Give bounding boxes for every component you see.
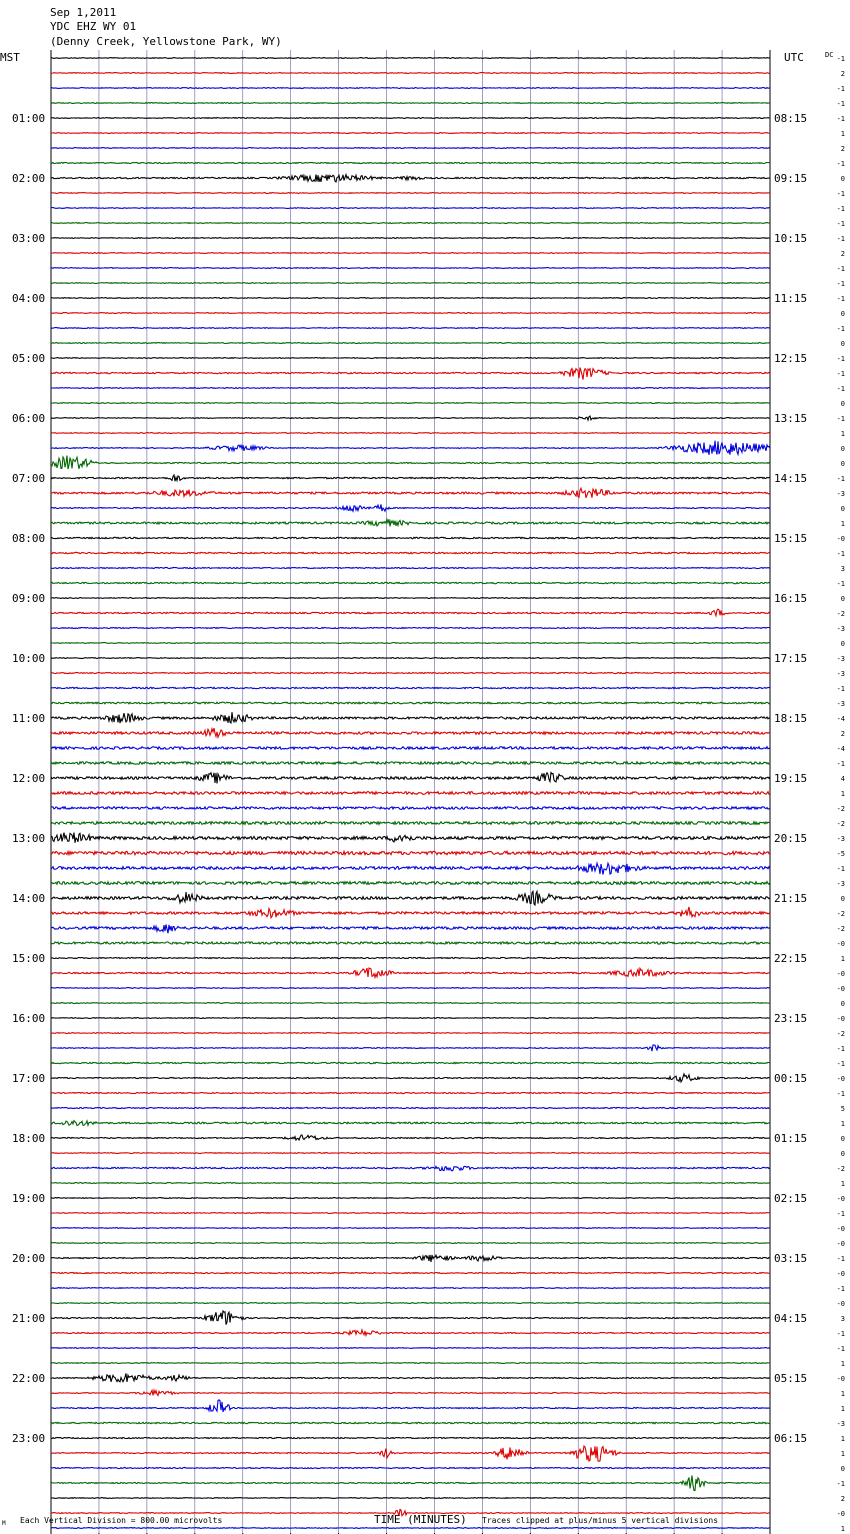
dc-offset-label: -1 bbox=[836, 415, 845, 423]
dc-offset-label: 0 bbox=[840, 460, 845, 468]
trace-row-70 bbox=[51, 1107, 770, 1108]
trace-row-57 bbox=[51, 907, 770, 918]
trace-row-31 bbox=[51, 519, 770, 526]
trace-row-43 bbox=[51, 702, 770, 704]
dc-offset-label: -0 bbox=[836, 940, 845, 948]
dc-offset-label: -0 bbox=[836, 1075, 845, 1083]
dc-offset-label: -0 bbox=[836, 970, 845, 978]
dc-offset-label: -2 bbox=[836, 610, 845, 618]
dc-offset-label: 0 bbox=[840, 640, 845, 648]
dc-offset-label: 0 bbox=[840, 1135, 845, 1143]
dc-offset-label: 0 bbox=[840, 445, 845, 453]
dc-offset-label: -2 bbox=[836, 925, 845, 933]
left-time-label: 02:00 bbox=[12, 172, 46, 185]
trace-row-35 bbox=[51, 582, 770, 583]
trace-row-79 bbox=[51, 1243, 770, 1244]
dc-label: DC bbox=[825, 51, 834, 59]
trace-row-59 bbox=[51, 942, 770, 944]
dc-offset-label: -1 bbox=[836, 760, 845, 768]
right-time-label: 06:15 bbox=[774, 1432, 808, 1445]
left-time-label: 10:00 bbox=[12, 652, 46, 665]
left-time-labels bbox=[12, 112, 45, 1445]
trace-layer bbox=[51, 58, 770, 1529]
trace-row-92 bbox=[51, 1437, 770, 1438]
right-time-label: 01:15 bbox=[774, 1132, 808, 1145]
dc-offset-labels bbox=[837, 55, 845, 1533]
right-time-labels bbox=[774, 112, 807, 1445]
dc-offset-label: -1 bbox=[836, 85, 845, 93]
dc-offset-label: -3 bbox=[836, 490, 845, 498]
dc-offset-label: 1 bbox=[840, 1360, 845, 1368]
dc-offset-label: -1 bbox=[836, 295, 845, 303]
dc-offset-label: -1 bbox=[836, 1090, 845, 1098]
trace-row-8 bbox=[51, 175, 770, 182]
right-time-label: 23:15 bbox=[774, 1012, 808, 1025]
trace-row-81 bbox=[51, 1272, 770, 1273]
right-time-label: 20:15 bbox=[774, 832, 808, 845]
trace-row-94 bbox=[51, 1467, 770, 1468]
left-time-label: 04:00 bbox=[12, 292, 46, 305]
dc-offset-label: 2 bbox=[840, 730, 845, 738]
dc-offset-label: 1 bbox=[840, 1435, 845, 1443]
dc-offset-label: 4 bbox=[840, 775, 845, 783]
left-time-label: 05:00 bbox=[12, 352, 46, 365]
trace-row-28 bbox=[51, 475, 770, 481]
dc-offset-label: 0 bbox=[840, 400, 845, 408]
left-time-label: 13:00 bbox=[12, 832, 46, 845]
right-time-label: 22:15 bbox=[774, 952, 808, 965]
trace-row-56 bbox=[51, 891, 770, 905]
dc-offset-label: -1 bbox=[836, 205, 845, 213]
left-time-label: 01:00 bbox=[12, 112, 46, 125]
left-time-label: 08:00 bbox=[12, 532, 46, 545]
left-time-label: 12:00 bbox=[12, 772, 46, 785]
left-time-label: 07:00 bbox=[12, 472, 46, 485]
dc-offset-label: -1 bbox=[836, 265, 845, 273]
dc-offset-label: -1 bbox=[836, 580, 845, 588]
trace-row-5 bbox=[51, 133, 770, 134]
trace-row-47 bbox=[51, 762, 770, 765]
dc-offset-label: 2 bbox=[840, 1495, 845, 1503]
dc-offset-label: 0 bbox=[840, 1465, 845, 1473]
header-station: YDC EHZ WY 01 bbox=[50, 20, 137, 33]
trace-row-88 bbox=[51, 1373, 770, 1382]
dc-offset-label: -0 bbox=[836, 1270, 845, 1278]
trace-row-7 bbox=[51, 162, 770, 163]
dc-offset-label: 0 bbox=[840, 1150, 845, 1158]
trace-row-84 bbox=[51, 1311, 770, 1325]
trace-row-89 bbox=[51, 1390, 770, 1395]
trace-row-38 bbox=[51, 627, 770, 628]
trace-row-64 bbox=[51, 1018, 770, 1019]
dc-offset-label: 1 bbox=[840, 130, 845, 138]
trace-row-67 bbox=[51, 1062, 770, 1063]
dc-offset-label: 2 bbox=[840, 145, 845, 153]
trace-row-46 bbox=[51, 747, 770, 750]
dc-offset-label: -1 bbox=[836, 1330, 845, 1338]
dc-offset-label: -1 bbox=[836, 220, 845, 228]
trace-row-52 bbox=[51, 833, 770, 843]
dc-offset-label: 1 bbox=[840, 1450, 845, 1458]
left-time-label: 19:00 bbox=[12, 1192, 46, 1205]
dc-offset-label: -1 bbox=[836, 1480, 845, 1488]
dc-offset-label: 2 bbox=[840, 250, 845, 258]
left-time-label: 18:00 bbox=[12, 1132, 46, 1145]
trace-row-63 bbox=[51, 1003, 770, 1004]
dc-offset-label: 0 bbox=[840, 1000, 845, 1008]
right-time-label: 00:15 bbox=[774, 1072, 808, 1085]
right-time-label: 17:15 bbox=[774, 652, 808, 665]
dc-offset-label: -0 bbox=[836, 985, 845, 993]
trace-row-73 bbox=[51, 1153, 770, 1154]
trace-row-6 bbox=[51, 148, 770, 149]
dc-offset-label: -0 bbox=[836, 1300, 845, 1308]
right-time-label: 16:15 bbox=[774, 592, 808, 605]
dc-offset-label: 1 bbox=[840, 1405, 845, 1413]
left-time-label: 17:00 bbox=[12, 1072, 46, 1085]
trace-row-3 bbox=[51, 103, 770, 104]
trace-row-86 bbox=[51, 1348, 770, 1349]
right-time-label: 03:15 bbox=[774, 1252, 808, 1265]
footer-scale-note: Each Vertical Division = 800.00 microvolts bbox=[20, 1516, 223, 1525]
trace-row-60 bbox=[51, 957, 770, 958]
trace-row-29 bbox=[51, 488, 770, 498]
dc-offset-label: -2 bbox=[836, 1165, 845, 1173]
trace-row-48 bbox=[51, 773, 770, 784]
dc-offset-label: -1 bbox=[836, 325, 845, 333]
dc-offset-label: 1 bbox=[840, 1525, 845, 1533]
trace-row-69 bbox=[51, 1092, 770, 1093]
trace-row-42 bbox=[51, 687, 770, 688]
dc-offset-label: 3 bbox=[840, 1315, 845, 1323]
trace-row-0 bbox=[51, 58, 770, 59]
trace-row-12 bbox=[51, 238, 770, 239]
trace-row-4 bbox=[51, 118, 770, 119]
dc-offset-label: -1 bbox=[836, 100, 845, 108]
dc-offset-label: 0 bbox=[840, 895, 845, 903]
dc-offset-label: -1 bbox=[836, 1285, 845, 1293]
left-time-label: 20:00 bbox=[12, 1252, 46, 1265]
right-time-label: 02:15 bbox=[774, 1192, 808, 1205]
dc-offset-label: 2 bbox=[840, 70, 845, 78]
right-time-label: 11:15 bbox=[774, 292, 808, 305]
dc-offset-label: -1 bbox=[836, 280, 845, 288]
dc-offset-label: 1 bbox=[840, 1390, 845, 1398]
dc-offset-label: -3 bbox=[836, 670, 845, 678]
trace-row-10 bbox=[51, 208, 770, 209]
dc-offset-label: -3 bbox=[836, 1420, 845, 1428]
dc-offset-label: -2 bbox=[836, 910, 845, 918]
dc-offset-label: -0 bbox=[836, 535, 845, 543]
left-timezone-label: MST bbox=[0, 51, 20, 64]
trace-row-85 bbox=[51, 1330, 770, 1336]
trace-row-90 bbox=[51, 1400, 770, 1412]
trace-row-98 bbox=[51, 1528, 770, 1529]
right-time-label: 15:15 bbox=[774, 532, 808, 545]
trace-row-80 bbox=[51, 1255, 770, 1262]
trace-row-65 bbox=[51, 1033, 770, 1034]
trace-row-26 bbox=[51, 441, 770, 455]
trace-row-49 bbox=[51, 792, 770, 795]
x-axis-title: TIME (MINUTES) bbox=[374, 1513, 467, 1526]
trace-row-41 bbox=[51, 672, 770, 673]
trace-row-82 bbox=[51, 1288, 770, 1289]
dc-offset-label: 1 bbox=[840, 520, 845, 528]
trace-row-27 bbox=[51, 456, 770, 470]
dc-offset-label: -2 bbox=[836, 805, 845, 813]
trace-row-24 bbox=[51, 416, 770, 420]
trace-row-23 bbox=[51, 403, 770, 404]
left-time-label: 22:00 bbox=[12, 1372, 46, 1385]
dc-offset-label: -1 bbox=[836, 865, 845, 873]
corner-mark: M bbox=[2, 1520, 6, 1527]
dc-offset-label: -1 bbox=[836, 475, 845, 483]
trace-row-30 bbox=[51, 504, 770, 511]
trace-row-61 bbox=[51, 968, 770, 977]
trace-row-93 bbox=[51, 1446, 770, 1461]
dc-offset-label: -0 bbox=[836, 1510, 845, 1518]
trace-row-71 bbox=[51, 1121, 770, 1126]
trace-row-72 bbox=[51, 1135, 770, 1140]
trace-row-68 bbox=[51, 1074, 770, 1082]
footer-clip-note: Traces clipped at plus/minus 5 vertical divisions bbox=[482, 1516, 719, 1525]
trace-row-44 bbox=[51, 712, 770, 723]
trace-row-16 bbox=[51, 298, 770, 299]
right-time-label: 12:15 bbox=[774, 352, 808, 365]
trace-row-21 bbox=[51, 368, 770, 380]
dc-offset-label: -4 bbox=[836, 745, 845, 753]
dc-offset-label: 1 bbox=[840, 790, 845, 798]
trace-row-45 bbox=[51, 728, 770, 737]
dc-offset-label: -1 bbox=[836, 1060, 845, 1068]
right-time-label: 13:15 bbox=[774, 412, 808, 425]
trace-row-18 bbox=[51, 328, 770, 329]
trace-row-96 bbox=[51, 1498, 770, 1499]
right-time-label: 09:15 bbox=[774, 172, 808, 185]
trace-row-15 bbox=[51, 283, 770, 284]
dc-offset-label: -0 bbox=[836, 1015, 845, 1023]
dc-offset-label: -1 bbox=[836, 160, 845, 168]
trace-row-20 bbox=[51, 358, 770, 359]
right-time-label: 14:15 bbox=[774, 472, 808, 485]
trace-row-51 bbox=[51, 822, 770, 825]
trace-row-1 bbox=[51, 73, 770, 74]
trace-row-58 bbox=[51, 925, 770, 934]
dc-offset-label: -0 bbox=[836, 1195, 845, 1203]
trace-row-55 bbox=[51, 882, 770, 885]
right-time-label: 18:15 bbox=[774, 712, 808, 725]
dc-offset-label: 0 bbox=[840, 595, 845, 603]
dc-offset-label: -1 bbox=[836, 370, 845, 378]
dc-offset-label: 0 bbox=[840, 505, 845, 513]
dc-offset-label: -0 bbox=[836, 1375, 845, 1383]
trace-row-25 bbox=[51, 433, 770, 434]
left-time-label: 16:00 bbox=[12, 1012, 46, 1025]
trace-row-53 bbox=[51, 851, 770, 854]
trace-row-87 bbox=[51, 1363, 770, 1364]
dc-offset-label: -1 bbox=[836, 1345, 845, 1353]
trace-row-2 bbox=[51, 88, 770, 89]
trace-row-50 bbox=[51, 807, 770, 810]
trace-row-17 bbox=[51, 313, 770, 314]
dc-offset-label: -2 bbox=[836, 1030, 845, 1038]
trace-row-54 bbox=[51, 863, 770, 874]
trace-row-36 bbox=[51, 598, 770, 599]
trace-row-95 bbox=[51, 1476, 770, 1491]
right-time-label: 10:15 bbox=[774, 232, 808, 245]
trace-row-77 bbox=[51, 1213, 770, 1214]
left-time-label: 14:00 bbox=[12, 892, 46, 905]
dc-offset-label: 1 bbox=[840, 955, 845, 963]
dc-offset-label: -3 bbox=[836, 625, 845, 633]
dc-offset-label: -1 bbox=[836, 235, 845, 243]
dc-offset-label: -3 bbox=[836, 880, 845, 888]
dc-offset-label: -0 bbox=[836, 1240, 845, 1248]
right-time-label: 08:15 bbox=[774, 112, 808, 125]
right-time-label: 05:15 bbox=[774, 1372, 808, 1385]
trace-row-40 bbox=[51, 658, 770, 659]
header-date: Sep 1,2011 bbox=[50, 6, 117, 19]
left-time-label: 21:00 bbox=[12, 1312, 46, 1325]
right-timezone-label: UTC bbox=[784, 51, 804, 64]
trace-row-75 bbox=[51, 1183, 770, 1184]
dc-offset-label: 0 bbox=[840, 310, 845, 318]
right-time-label: 04:15 bbox=[774, 1312, 808, 1325]
dc-offset-label: -1 bbox=[836, 115, 845, 123]
left-time-label: 15:00 bbox=[12, 952, 46, 965]
dc-offset-label: -1 bbox=[836, 1045, 845, 1053]
left-time-label: 03:00 bbox=[12, 232, 46, 245]
left-time-label: 06:00 bbox=[12, 412, 46, 425]
trace-row-9 bbox=[51, 193, 770, 194]
trace-row-91 bbox=[51, 1422, 770, 1423]
dc-offset-label: -0 bbox=[836, 1225, 845, 1233]
dc-offset-label: -4 bbox=[836, 715, 845, 723]
trace-row-37 bbox=[51, 609, 770, 616]
dc-offset-label: -1 bbox=[836, 550, 845, 558]
dc-offset-label: 5 bbox=[840, 1105, 845, 1113]
trace-row-76 bbox=[51, 1198, 770, 1199]
trace-row-32 bbox=[51, 537, 770, 538]
dc-offset-label: -1 bbox=[836, 1210, 845, 1218]
trace-row-13 bbox=[51, 253, 770, 254]
dc-offset-label: -3 bbox=[836, 835, 845, 843]
dc-offset-label: -1 bbox=[836, 1255, 845, 1263]
trace-row-62 bbox=[51, 988, 770, 989]
trace-row-14 bbox=[51, 268, 770, 269]
trace-row-74 bbox=[51, 1166, 770, 1171]
left-time-label: 09:00 bbox=[12, 592, 46, 605]
dc-offset-label: 0 bbox=[840, 175, 845, 183]
trace-row-11 bbox=[51, 223, 770, 224]
dc-offset-label: 3 bbox=[840, 565, 845, 573]
right-time-label: 21:15 bbox=[774, 892, 808, 905]
left-time-label: 11:00 bbox=[12, 712, 46, 725]
right-time-label: 19:15 bbox=[774, 772, 808, 785]
header-location: (Denny Creek, Yellowstone Park, WY) bbox=[50, 35, 282, 48]
dc-offset-label: -1 bbox=[836, 385, 845, 393]
trace-row-66 bbox=[51, 1045, 770, 1051]
trace-row-78 bbox=[51, 1228, 770, 1229]
left-time-label: 23:00 bbox=[12, 1432, 46, 1445]
trace-row-83 bbox=[51, 1303, 770, 1304]
dc-offset-label: 1 bbox=[840, 1120, 845, 1128]
dc-offset-label: 0 bbox=[840, 340, 845, 348]
dc-offset-label: -1 bbox=[836, 55, 845, 63]
grid-lines bbox=[51, 50, 770, 1534]
trace-row-19 bbox=[51, 343, 770, 344]
dc-offset-label: 1 bbox=[840, 430, 845, 438]
dc-offset-label: -2 bbox=[836, 820, 845, 828]
trace-row-33 bbox=[51, 552, 770, 553]
dc-offset-label: -1 bbox=[836, 190, 845, 198]
dc-offset-label: -3 bbox=[836, 700, 845, 708]
trace-row-34 bbox=[51, 567, 770, 568]
dc-offset-label: -1 bbox=[836, 355, 845, 363]
dc-offset-label: -3 bbox=[836, 655, 845, 663]
dc-offset-label: -1 bbox=[836, 685, 845, 693]
trace-row-39 bbox=[51, 643, 770, 644]
dc-offset-label: 1 bbox=[840, 1180, 845, 1188]
dc-offset-label: -5 bbox=[836, 850, 845, 858]
trace-row-22 bbox=[51, 388, 770, 389]
